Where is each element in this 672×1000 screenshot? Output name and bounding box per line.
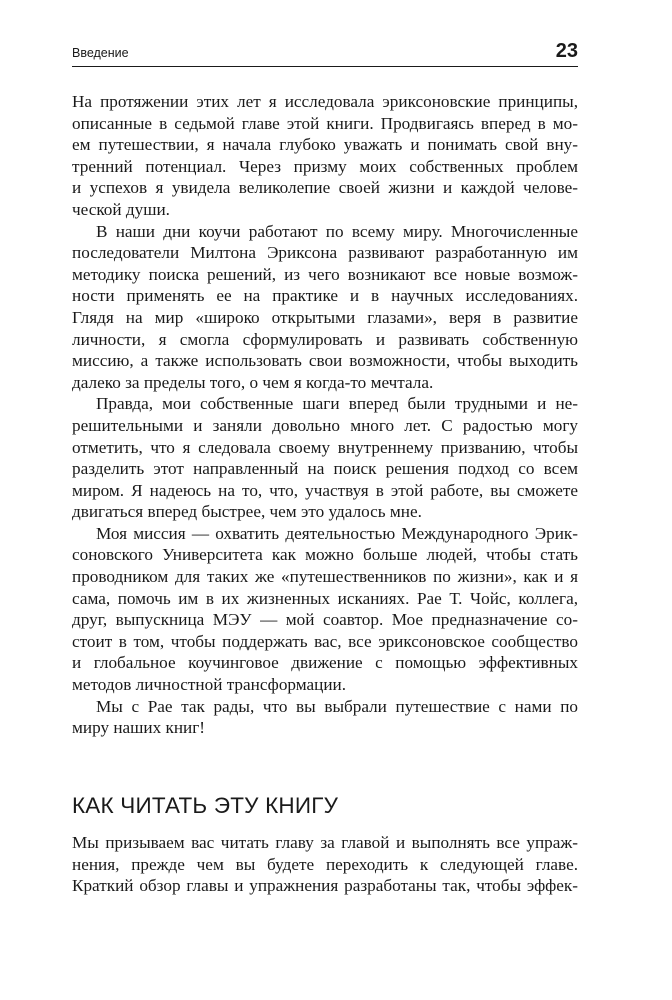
text-line: миссию, а также использовать свои возможности, чтобы выходить (72, 351, 578, 371)
header-rule (72, 66, 578, 67)
section-text (72, 832, 578, 897)
text-line: ности применять ее на практике и в научных исследованиях. (72, 286, 578, 306)
text-line: отметить, что я следовала своему внутреннему призванию, чтобы (72, 437, 578, 457)
text-line: На протяжении этих лет я исследовала эриксоновские принципы, (72, 92, 578, 111)
text-line: методику поиска решений, из чего возникают все новые возмож- (72, 264, 578, 284)
text-line: стоит в том, чтобы поддержать вас, все эриксоновское сообщество (72, 631, 578, 651)
text-line: Правда, мои собственные шаги вперед были трудными и не- (96, 394, 578, 414)
text-line: Мы с Рае так рады, что вы выбрали путешествие с нами по (96, 696, 578, 716)
text-line: Моя миссия — охватить деятельностью Международного Эрик- (96, 523, 578, 543)
main-text (72, 91, 578, 739)
paragraph (72, 91, 578, 221)
paragraph (72, 221, 578, 394)
text-line: нения, прежде чем вы будете переходить к следующей главе. (72, 854, 578, 874)
text-line: разделить этот направленный на поиск решения подход со всем (72, 459, 578, 479)
text-line: соновского Университета как можно больше людей, чтобы стать (72, 545, 578, 565)
text-line: тренний потенциал. Через призму моих собственных проблем (72, 156, 578, 176)
text-line: Глядя на мир «широко открытыми глазами», веря в развитие (72, 307, 578, 327)
paragraph (72, 393, 578, 523)
text-line: ем путешествии, я начала глубоко уважать и понимать свой вну- (72, 135, 578, 155)
text-line: и глобальное коучинговое движение с помощью эффективных (72, 653, 578, 673)
text-line: друг, выпускница МЭУ — мой соавтор. Мое предназначение со- (72, 610, 578, 630)
text-line: Краткий обзор главы и упражнения разработаны так, чтобы эффек- (72, 876, 578, 896)
text-line: личности, я смогла сформулировать и развивать собственную (72, 329, 578, 349)
text-line: ческой души. (72, 199, 170, 219)
text-line: Мы призываем вас читать главу за главой и выполнять все упраж- (72, 833, 578, 852)
paragraph (72, 696, 578, 739)
text-line: В наши дни коучи работают по всему миру. Многочисленные (96, 221, 578, 241)
text-line: далеко за пределы того, о чем я когда-то мечтала. (72, 372, 434, 392)
page-number: 23 (555, 40, 578, 62)
paragraph (72, 523, 578, 696)
text-line: сама, помочь им в их жизненных исканиях. Рае Т. Чойс, коллега, (72, 588, 578, 608)
text-line: проводником для таких же «путешественников по жизни», как и я (72, 567, 578, 587)
text-line: двигаться вперед быстрее, чем это удалось мне. (72, 502, 422, 522)
text-line: последователи Милтона Эриксона развивают разработанную им (72, 243, 578, 263)
text-line: миром. Я надеюсь на то, что, участвуя в этой работе, вы сможете (72, 480, 578, 500)
text-line: описанные в седьмой главе этой книги. Продвигаясь вперед в мо- (72, 113, 578, 133)
running-head: Введение (72, 46, 129, 60)
text-line: методов личностной трансформации. (72, 675, 347, 695)
text-line: миру наших книг! (72, 718, 206, 738)
text-line: решительными и заняли довольно много лет. С радостью могу (72, 415, 578, 435)
text-line: и успехов я увидела великолепие своей жизни и каждой челове- (72, 178, 578, 198)
section-heading: КАК ЧИТАТЬ ЭТУ КНИГУ (72, 793, 339, 818)
